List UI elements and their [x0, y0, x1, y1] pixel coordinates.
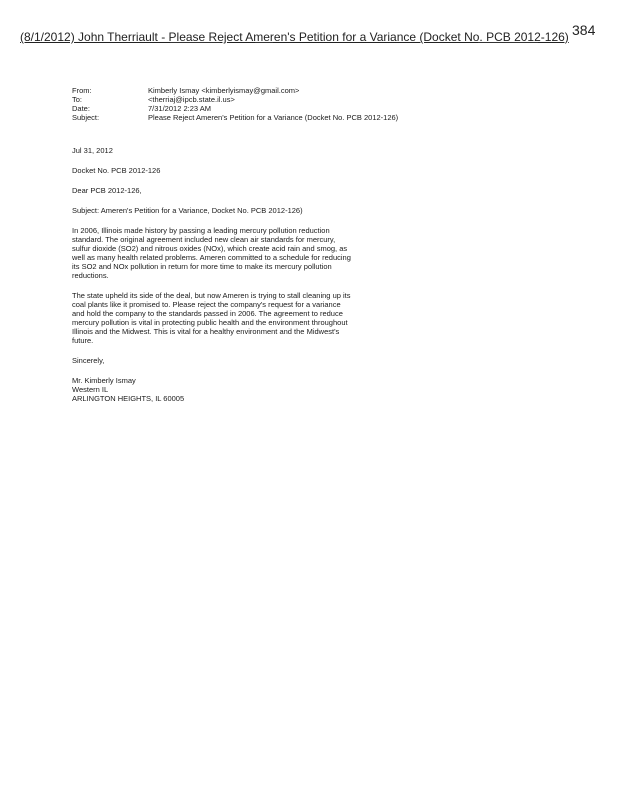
meta-subject-row: [72, 113, 398, 122]
paragraph-2: The state upheld its side of the deal, but now Ameren is trying to stall cleaning up its coal plants like it promised to. Please reject the company's request for a variance and hold the company to the standards passed in 2006. The agreement to reduce mercury pollution is vital in protecting public health and the environment throughout Illinois and the Midwest. This is vital for a healthy environment and the Midwest's future.: [72, 291, 351, 345]
header-rule-mid: [255, 42, 273, 43]
letter-date: Jul 31, 2012: [72, 146, 113, 155]
meta-to-row: [72, 95, 398, 104]
meta-value: 7/31/2012 2:23 AM: [148, 104, 211, 113]
meta-date-row: [72, 104, 398, 113]
subject-line: Subject: Ameren's Petition for a Variance, Docket No. PCB 2012-126): [72, 206, 303, 215]
meta-value: Please Reject Ameren's Petition for a Variance (Docket No. PCB 2012-126): [148, 113, 399, 122]
signature-address: ARLINGTON HEIGHTS, IL 60005: [72, 394, 185, 403]
meta-value: <therriaj@ipcb.state.il.us>: [148, 95, 235, 104]
paragraph-1: In 2006, Illinois made history by passing a leading mercury pollution reduction standard. The original agreement included new clean air standards for mercury, sulfur dioxide (SO2) and nitrous oxides (NOx), which create acid rain and smog, as well as many health related problems. Ameren committed to a schedule for reducing its SO2 and NOx pollution in return for more time to make its mercury pollution reductions.: [72, 226, 351, 280]
signature-region: Western IL: [72, 385, 109, 394]
meta-value: Kimberly Ismay <kimberlyismay@gmail.com>: [148, 86, 300, 95]
meta-from-row: [72, 86, 398, 95]
meta-label: To:: [72, 95, 83, 104]
header-rule-left: [170, 42, 220, 43]
meta-label: Subject:: [72, 113, 100, 122]
docket-line: Docket No. PCB 2012-126: [72, 166, 161, 175]
email-body: [72, 146, 352, 403]
signature-name: Mr. Kimberly Ismay: [72, 376, 136, 385]
salutation: Dear PCB 2012-126,: [72, 186, 142, 195]
header-title: (8/1/2012) John Therriault - Please Reject Ameren's Petition for a Variance (Docket No. PCB 2012-126): [20, 30, 569, 44]
email-header-block: [72, 86, 398, 122]
closing: Sincerely,: [72, 356, 105, 365]
meta-label: Date:: [72, 104, 90, 113]
page-number: 384: [572, 22, 596, 38]
signature-block: [72, 376, 352, 403]
header-rule-right: [478, 42, 538, 43]
meta-label: From:: [72, 86, 92, 95]
